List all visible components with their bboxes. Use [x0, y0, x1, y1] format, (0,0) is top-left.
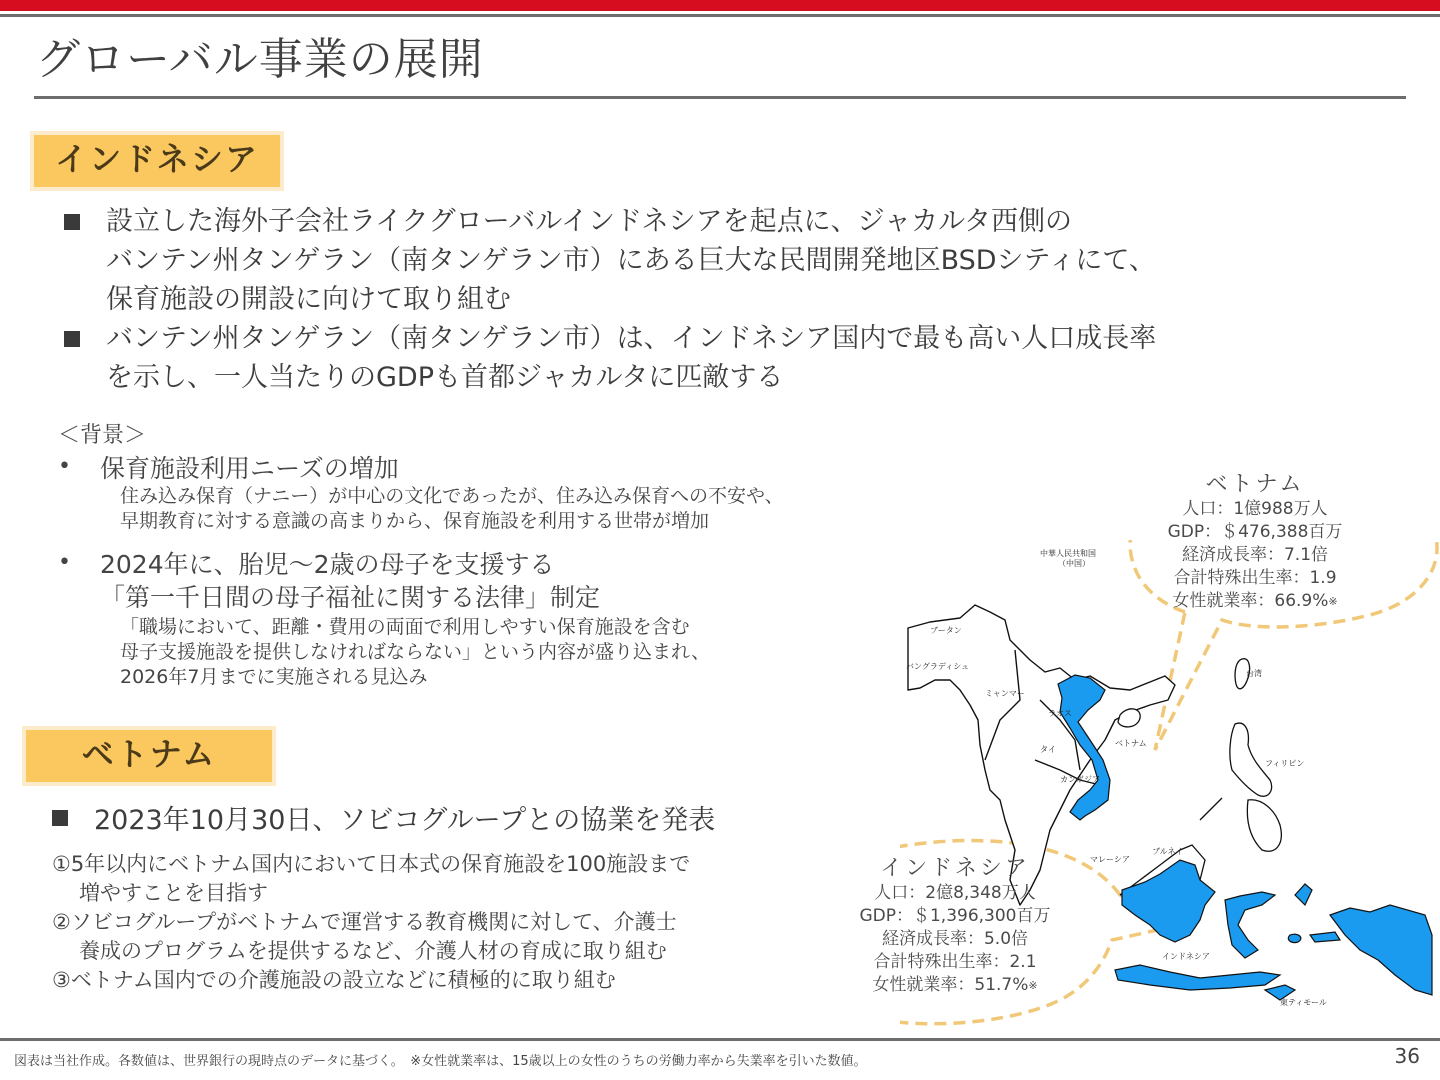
label-vietnam: ベトナム: [1115, 739, 1147, 748]
label-malaysia: マレーシア: [1090, 855, 1130, 864]
stat-population: 人口：2億8,348万人: [874, 883, 1036, 903]
indonesia-stats-callout: [820, 856, 1090, 997]
page-title: グローバル事業の展開: [36, 34, 484, 85]
stat-gdp: GDP：＄476,388百万: [1167, 522, 1343, 542]
stat-female-employment-value: 女性就業率：66.9%: [1172, 591, 1329, 611]
bullet-line: バンテン州タンゲラン（南タンゲラン市）は、インドネシア国内で最も高い人口成長率: [106, 323, 1157, 354]
vietnam-point-3: ③ベトナム国内での介護施設の設立などに積極的に取り組む: [52, 968, 616, 992]
square-bullet-icon: [64, 331, 80, 347]
indonesia-bullet-2: [62, 319, 1156, 397]
footnote: 図表は当社作成。各数値は、世界銀行の現時点のデータに基づく。 ※女性就業率は、15歳以上の女性のうちの労働力率から失業率を引いた数値。: [14, 1054, 867, 1069]
label-laos: ラオス: [1048, 709, 1072, 718]
vietnam-points: [52, 850, 690, 995]
stat-female-employment: [1140, 590, 1370, 613]
label-thailand: タイ: [1040, 745, 1056, 754]
vietnam-point-2-cont: 養成のプログラムを提供するなど、介護人材の育成に取り組む: [79, 939, 667, 963]
footer-rule: [0, 1038, 1440, 1041]
note-mark: ※: [1328, 595, 1338, 608]
callout-country-name: ベトナム: [1205, 472, 1305, 497]
indonesia-bullet-1: [62, 202, 1156, 319]
bullet-line: 設立した海外子会社ライクグローバルインドネシアを起点に、ジャカルタ西側の: [106, 206, 1073, 237]
bullet-line: 保育施設の開設に向けて取り組む: [106, 284, 511, 315]
label-cambodia: カンボジア: [1060, 775, 1100, 784]
section-label-indonesia: インドネシア: [30, 131, 284, 191]
indonesia-highlight: [1115, 860, 1432, 1000]
stat-gdp: GDP：＄1,396,300百万: [859, 906, 1051, 926]
detail-line: 「職場において、距離・費用の両面で利用しやすい保育施設を含む: [120, 616, 690, 638]
background-item-title: [100, 548, 600, 614]
stat-growth: 経済成長率：5.0倍: [881, 929, 1029, 949]
background-item-title: 保育施設利用ニーズの増加: [100, 454, 399, 483]
label-philippines: フィリピン: [1265, 759, 1305, 768]
vietnam-point-1: ①5年以内にベトナム国内において日本式の保育施設を100施設まで: [52, 852, 691, 876]
label-indonesia: インドネシア: [1162, 952, 1210, 961]
bullet-line: バンテン州タンゲラン（南タンゲラン市）にある巨大な民間開発地区BSDシティにて、: [106, 245, 1156, 276]
vietnam-point-1-cont: 増やすことを目指す: [79, 881, 268, 905]
stat-fertility: 合計特殊出生率：2.1: [873, 952, 1037, 972]
top-rule: [0, 14, 1440, 17]
detail-line: 2026年7月までに実施される見込み: [120, 666, 428, 688]
section-label-vietnam: ベトナム: [22, 726, 276, 786]
stat-growth: 経済成長率：7.1倍: [1181, 545, 1329, 565]
label-taiwan: 台湾: [1246, 669, 1262, 678]
background-item-detail: [120, 615, 710, 690]
page-number: 36: [1394, 1044, 1420, 1068]
top-accent-bar: [0, 0, 1440, 11]
label-china: 中華人民共和国: [1040, 549, 1096, 558]
label-east-timor: 東ティモール: [1280, 998, 1327, 1007]
stat-fertility: 合計特殊出生率：1.9: [1173, 568, 1337, 588]
square-bullet-icon: [64, 214, 80, 230]
vietnam-stats-callout: [1140, 472, 1370, 613]
callout-country-name: インドネシア: [880, 856, 1030, 881]
bullet-line: を示し、一人当たりのGDPも首都ジャカルタに匹敵する: [106, 362, 784, 393]
note-mark: ※: [1028, 979, 1038, 992]
background-heading: ＜背景＞: [58, 423, 147, 448]
title-line: 2024年に、胎児～2歳の母子を支援する: [100, 550, 555, 579]
stat-female-employment: [820, 974, 1090, 997]
background-item-detail: [120, 484, 784, 534]
vietnam-headline-text: 2023年10月30日、ソビコグループとの協業を発表: [94, 805, 716, 836]
title-line: 「第一千日間の母子福祉に関する法律」制定: [100, 583, 601, 612]
stat-female-employment-value: 女性就業率：51.7%: [872, 975, 1029, 995]
square-bullet-icon: [52, 810, 68, 826]
stat-population: 人口：1億988万人: [1182, 499, 1328, 519]
label-bhutan: ブータン: [930, 626, 962, 635]
detail-line: 母子支援施設を提供しなければならない」という内容が盛り込まれ、: [120, 641, 711, 663]
label-china-sub: （中国）: [1058, 559, 1090, 568]
detail-line: 早期教育に対する意識の高まりから、保育施設を利用する世帯が増加: [120, 510, 710, 532]
indonesia-bullet-list: [62, 202, 1156, 397]
vietnam-headline: [50, 798, 715, 837]
label-bangladesh: バングラディシュ: [906, 662, 970, 671]
detail-line: 住み込み保育（ナニー）が中心の文化であったが、住み込み保育への不安や、: [120, 485, 784, 507]
title-underline: [34, 96, 1406, 99]
vietnam-point-2: ②ソビコグループがベトナムで運営する教育機関に対して、介護士: [52, 910, 677, 934]
philippines-islands: [1200, 723, 1281, 851]
dot-bullet-icon: •: [58, 454, 71, 479]
label-myanmar: ミャンマー: [985, 689, 1025, 698]
dot-bullet-icon: •: [58, 550, 71, 575]
label-brunei: ブルネイ: [1152, 847, 1184, 856]
